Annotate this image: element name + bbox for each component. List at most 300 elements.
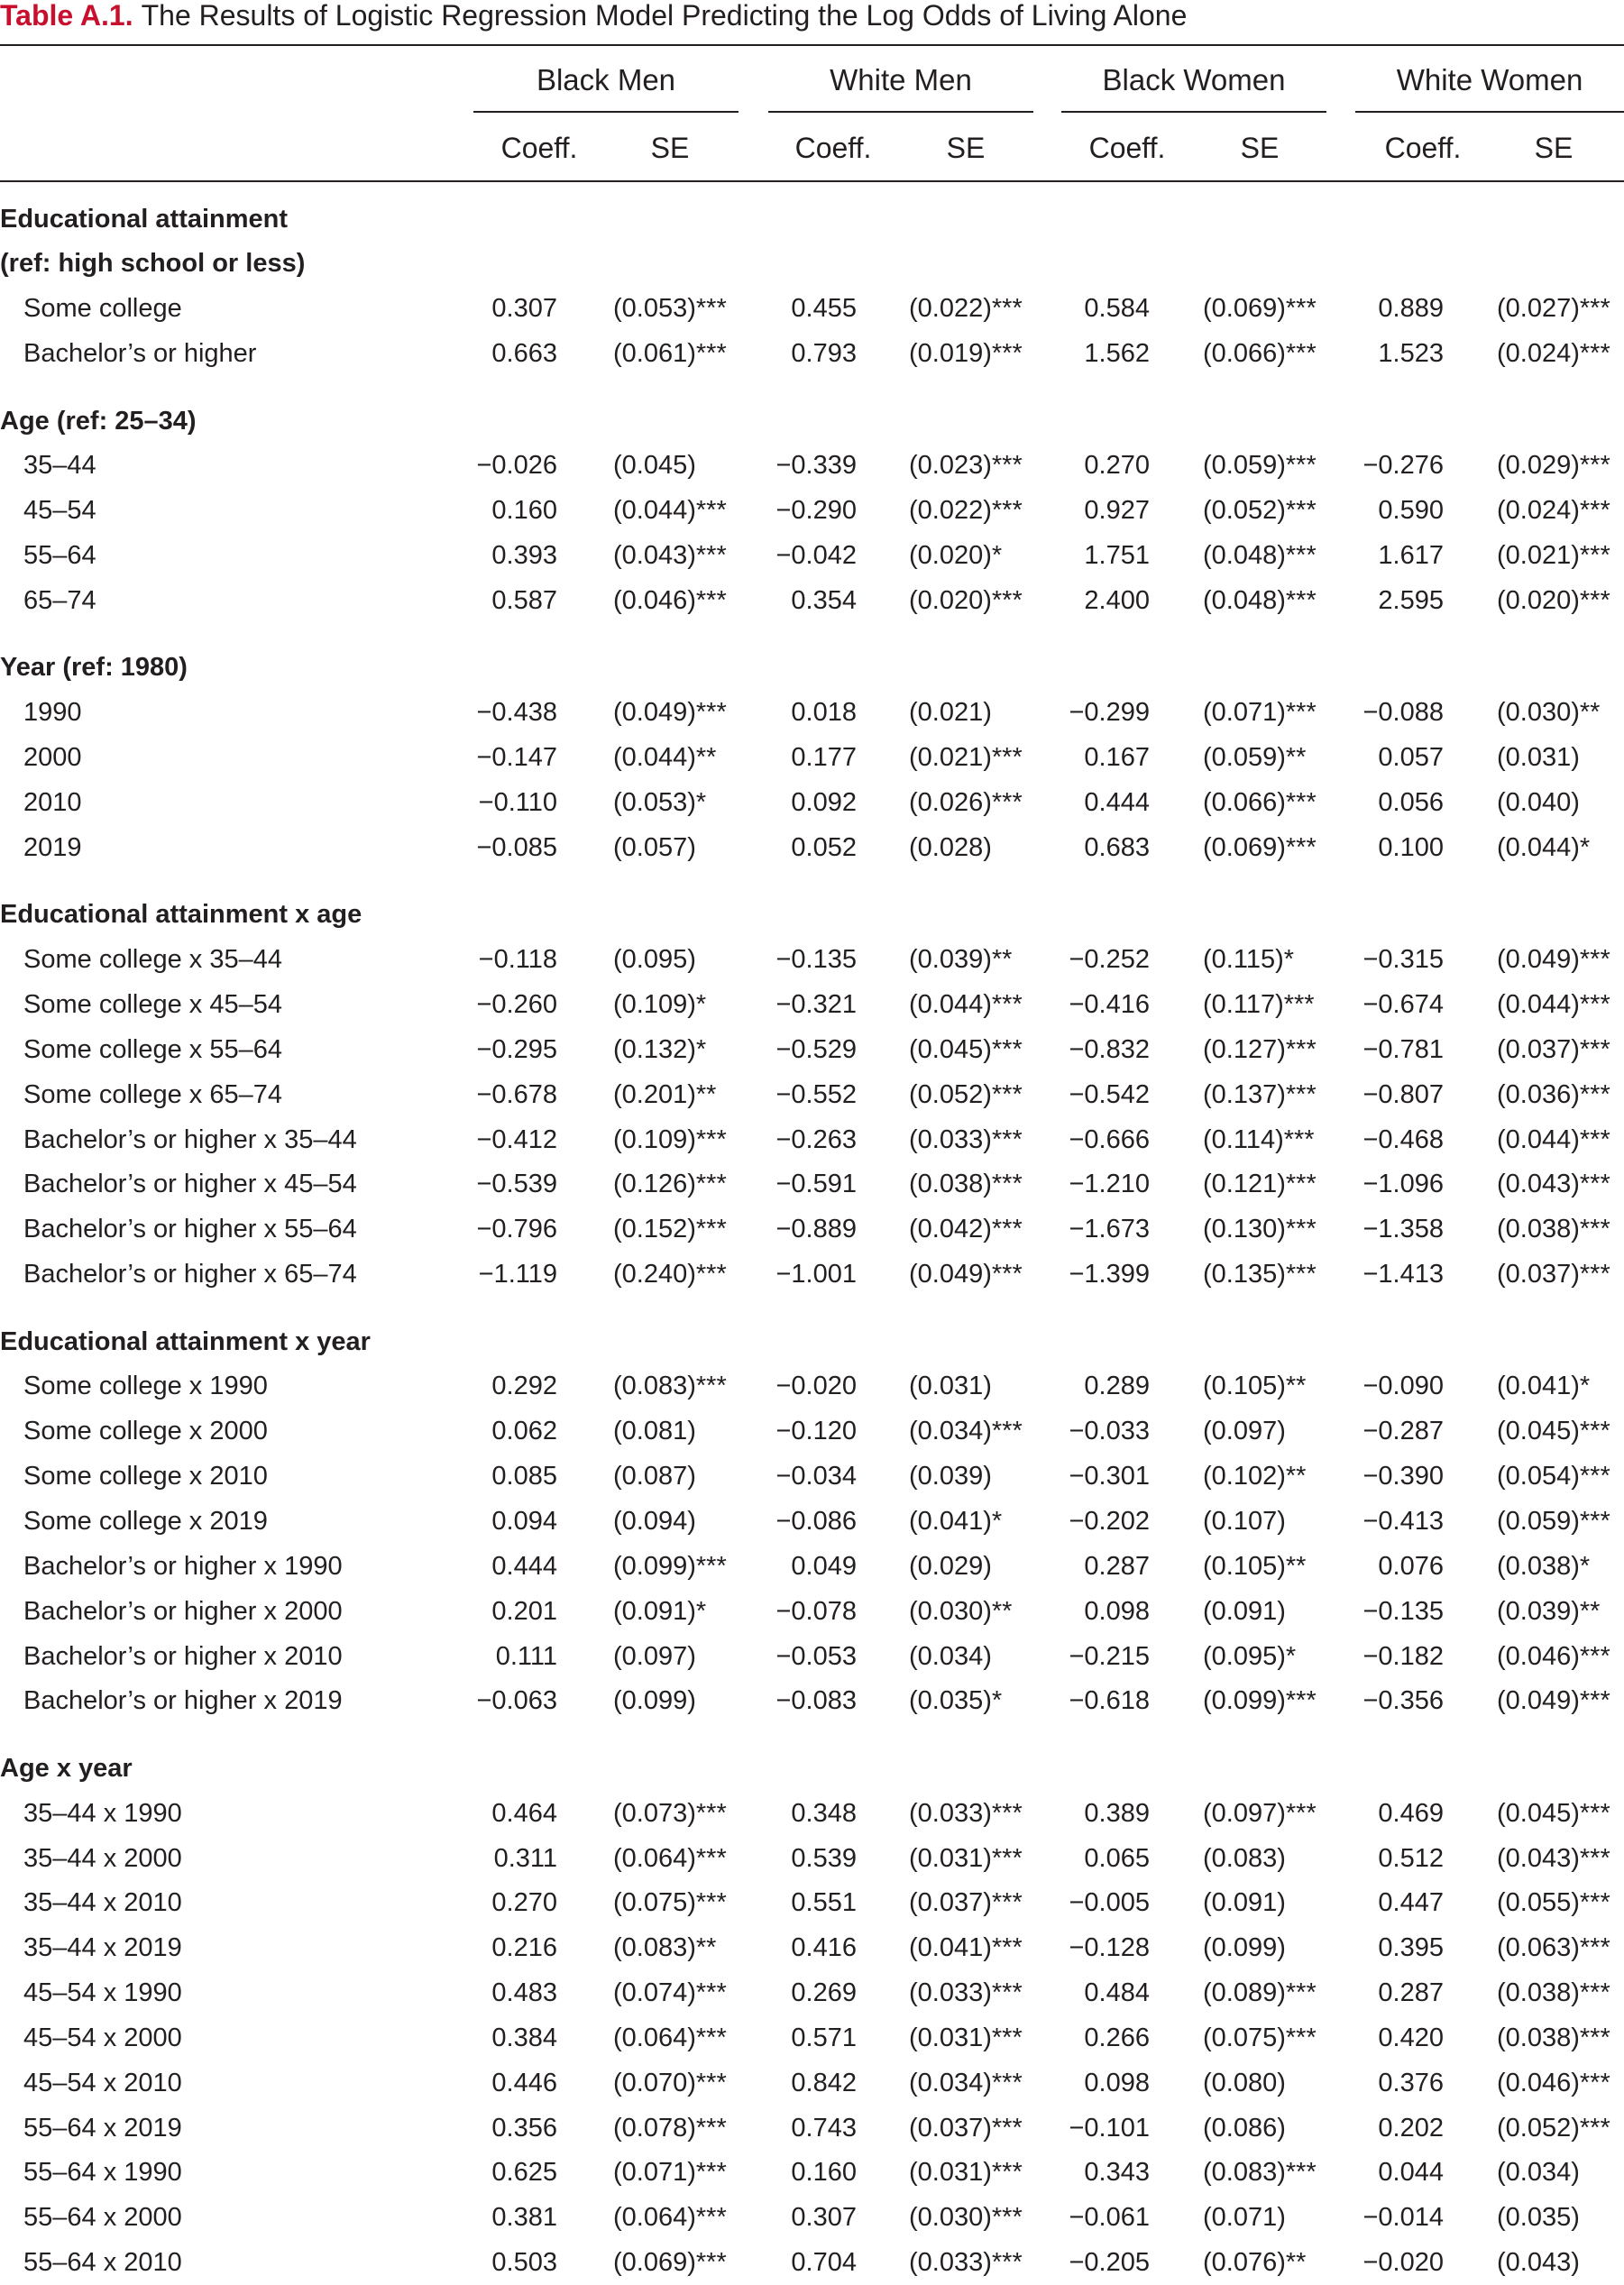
se-cell-black-women: (0.083) xyxy=(1203,1843,1286,1873)
coeff-cell-white-women: −1.096 xyxy=(1363,1170,1444,1199)
se-cell-black-women: (0.135)*** xyxy=(1203,1260,1317,1289)
se-cell-black-women: (0.052)*** xyxy=(1203,496,1317,526)
coeff-cell-black-women: 0.343 xyxy=(1084,2158,1150,2188)
coeff-cell-black-men: 0.111 xyxy=(495,1641,557,1671)
se-cell-white-women: (0.040) xyxy=(1497,787,1580,817)
se-cell-white-women: (0.024)*** xyxy=(1497,339,1610,369)
se-cell-black-men: (0.083)** xyxy=(613,1933,717,1963)
se-cell-black-women: (0.107) xyxy=(1203,1506,1286,1536)
coeff-cell-black-women: 0.270 xyxy=(1084,451,1150,481)
coeff-cell-white-women: −0.276 xyxy=(1363,451,1444,481)
coeff-cell-black-men: −0.796 xyxy=(476,1215,557,1244)
se-cell-white-women: (0.038)*** xyxy=(1497,2023,1610,2052)
coeff-cell-black-women: 0.484 xyxy=(1084,1978,1150,2008)
coeff-cell-black-women: −0.252 xyxy=(1069,945,1150,975)
se-cell-black-women: (0.066)*** xyxy=(1203,339,1317,369)
coeff-cell-white-men: −0.135 xyxy=(775,945,857,975)
se-cell-black-men: (0.074)*** xyxy=(613,1978,727,2008)
row-label: Bachelor’s or higher x 2000 xyxy=(23,1596,343,1626)
subheader-se: SE xyxy=(1240,132,1280,164)
se-cell-black-men: (0.071)*** xyxy=(613,2158,727,2188)
coeff-cell-white-men: −0.290 xyxy=(775,496,857,526)
se-cell-white-women: (0.045)*** xyxy=(1497,1417,1610,1446)
coeff-cell-black-women: 1.751 xyxy=(1084,541,1150,571)
row-label: 55–64 x 2000 xyxy=(23,2203,182,2233)
coeff-cell-black-women: 0.289 xyxy=(1084,1372,1150,1401)
se-cell-white-women: (0.049)*** xyxy=(1497,945,1610,975)
coeff-cell-black-men: 0.085 xyxy=(491,1462,557,1491)
se-cell-black-men: (0.064)*** xyxy=(613,2203,727,2233)
row-label: 2010 xyxy=(23,787,82,817)
table-label: Table A.1. xyxy=(0,0,133,32)
coeff-cell-white-women: 0.590 xyxy=(1378,496,1444,526)
se-cell-black-men: (0.201)** xyxy=(613,1079,717,1109)
row-label: Some college x 2019 xyxy=(23,1506,268,1536)
se-cell-black-women: (0.083)*** xyxy=(1203,2158,1317,2188)
se-cell-white-women: (0.037)*** xyxy=(1497,1260,1610,1289)
se-cell-black-men: (0.061)*** xyxy=(613,339,727,369)
coeff-cell-black-women: 0.098 xyxy=(1084,2068,1150,2097)
se-cell-white-women: (0.038)* xyxy=(1497,1551,1591,1581)
coeff-cell-black-women: −0.101 xyxy=(1069,2113,1150,2143)
coeff-cell-white-men: 0.092 xyxy=(791,787,857,817)
row-label: Bachelor’s or higher x 45–54 xyxy=(23,1170,357,1199)
se-cell-black-men: (0.075)*** xyxy=(613,1888,727,1918)
row-label: 1990 xyxy=(23,698,82,728)
table-title: The Results of Logistic Regression Model Predicting the Log Odds of Living Alone xyxy=(141,0,1188,32)
coeff-cell-white-women: 0.889 xyxy=(1378,294,1444,324)
row-label: Bachelor’s or higher x 2019 xyxy=(23,1686,343,1716)
coeff-cell-black-men: −1.119 xyxy=(478,1260,557,1289)
se-cell-white-men: (0.028) xyxy=(909,832,992,862)
coeff-cell-white-women: 0.447 xyxy=(1378,1888,1444,1918)
coeff-cell-white-women: −0.135 xyxy=(1363,1596,1444,1626)
row-label: Some college x 55–64 xyxy=(23,1034,282,1064)
coeff-cell-white-men: 0.269 xyxy=(791,1978,857,2008)
se-cell-black-women: (0.114)*** xyxy=(1203,1124,1315,1154)
se-cell-black-women: (0.048)*** xyxy=(1203,585,1317,615)
se-cell-white-women: (0.038)*** xyxy=(1497,1215,1610,1244)
se-cell-black-men: (0.083)*** xyxy=(613,1372,727,1401)
se-cell-white-men: (0.039) xyxy=(909,1462,992,1491)
coeff-cell-black-women: 0.927 xyxy=(1084,496,1150,526)
coeff-cell-white-women: −0.020 xyxy=(1363,2248,1444,2278)
se-cell-black-men: (0.091)* xyxy=(613,1596,707,1626)
se-cell-black-women: (0.071) xyxy=(1203,2203,1286,2233)
coeff-cell-black-women: 0.167 xyxy=(1084,743,1150,773)
se-cell-black-men: (0.043)*** xyxy=(613,541,727,571)
coeff-cell-black-men: 0.307 xyxy=(491,294,557,324)
coeff-cell-white-women: 0.376 xyxy=(1378,2068,1444,2097)
section-heading: Age x year xyxy=(0,1753,133,1783)
section-heading: (ref: high school or less) xyxy=(0,249,306,279)
se-cell-black-women: (0.099) xyxy=(1203,1933,1286,1963)
row-label: 65–74 xyxy=(23,585,96,615)
coeff-cell-white-women: −0.781 xyxy=(1363,1034,1444,1064)
coeff-cell-black-women: 1.562 xyxy=(1084,339,1150,369)
coeff-cell-white-men: 0.551 xyxy=(791,1888,857,1918)
se-cell-white-men: (0.030)** xyxy=(909,1596,1013,1626)
coeff-cell-white-men: 0.160 xyxy=(791,2158,857,2188)
coeff-cell-black-women: −0.128 xyxy=(1069,1933,1150,1963)
subheader-coeff: Coeff. xyxy=(500,132,578,164)
coeff-cell-black-men: 0.446 xyxy=(491,2068,557,2097)
row-label: Bachelor’s or higher x 35–44 xyxy=(23,1124,357,1154)
se-cell-white-men: (0.031)*** xyxy=(909,2023,1023,2052)
se-cell-white-men: (0.041)*** xyxy=(909,1933,1023,1963)
coeff-cell-black-women: −0.416 xyxy=(1069,990,1150,1020)
se-cell-black-women: (0.048)*** xyxy=(1203,541,1317,571)
se-cell-black-women: (0.086) xyxy=(1203,2113,1286,2143)
coeff-cell-black-men: −0.260 xyxy=(476,990,557,1020)
coeff-cell-black-men: −0.110 xyxy=(478,787,557,817)
coeff-cell-white-women: 0.076 xyxy=(1378,1551,1444,1581)
coeff-cell-white-women: −1.358 xyxy=(1363,1215,1444,1244)
subheader-se: SE xyxy=(650,132,690,164)
coeff-cell-white-men: 0.052 xyxy=(791,832,857,862)
coeff-cell-black-women: 0.098 xyxy=(1084,1596,1150,1626)
se-cell-black-women: (0.075)*** xyxy=(1203,2023,1317,2052)
coeff-cell-black-men: −0.539 xyxy=(476,1170,557,1199)
coeff-cell-black-women: −0.618 xyxy=(1069,1686,1150,1716)
se-cell-white-men: (0.031)*** xyxy=(909,1843,1023,1873)
se-cell-white-women: (0.049)*** xyxy=(1497,1686,1610,1716)
section-heading: Year (ref: 1980) xyxy=(0,653,188,683)
coeff-cell-white-women: −0.807 xyxy=(1363,1079,1444,1109)
coeff-cell-black-men: 0.356 xyxy=(491,2113,557,2143)
coeff-cell-white-men: 0.018 xyxy=(791,698,857,728)
se-cell-black-women: (0.105)** xyxy=(1203,1372,1307,1401)
coeff-cell-white-men: −0.529 xyxy=(775,1034,857,1064)
row-label: 2019 xyxy=(23,832,82,862)
se-cell-black-women: (0.117)*** xyxy=(1203,990,1315,1020)
se-cell-black-women: (0.095)* xyxy=(1203,1641,1297,1671)
se-cell-black-men: (0.095) xyxy=(613,945,696,975)
se-cell-white-men: (0.033)*** xyxy=(909,2248,1023,2278)
coeff-cell-white-women: −0.390 xyxy=(1363,1462,1444,1491)
row-label: 55–64 x 2019 xyxy=(23,2113,182,2143)
coeff-cell-black-men: 0.625 xyxy=(491,2158,557,2188)
se-cell-black-men: (0.053)* xyxy=(613,787,707,817)
coeff-cell-black-men: 0.216 xyxy=(491,1933,557,1963)
group-header-black-men: Black Men xyxy=(536,63,676,96)
se-cell-white-men: (0.045)*** xyxy=(909,1034,1023,1064)
section-heading: Educational attainment x age xyxy=(0,900,362,930)
row-label: 35–44 xyxy=(23,451,96,481)
coeff-cell-black-women: −0.215 xyxy=(1069,1641,1150,1671)
coeff-cell-black-men: 0.384 xyxy=(491,2023,557,2052)
se-cell-white-women: (0.031) xyxy=(1497,743,1580,773)
se-cell-white-men: (0.030)*** xyxy=(909,2203,1023,2233)
se-cell-white-men: (0.037)*** xyxy=(909,1888,1023,1918)
row-label: 55–64 x 1990 xyxy=(23,2158,182,2188)
se-cell-white-men: (0.021) xyxy=(909,698,992,728)
group-header-white-women: White Women xyxy=(1396,63,1583,96)
se-cell-black-men: (0.045) xyxy=(613,451,696,481)
coeff-cell-black-women: 0.584 xyxy=(1084,294,1150,324)
coeff-cell-black-men: −0.147 xyxy=(476,743,557,773)
se-cell-black-men: (0.064)*** xyxy=(613,2023,727,2052)
coeff-cell-white-women: −0.287 xyxy=(1363,1417,1444,1446)
coeff-cell-black-men: −0.678 xyxy=(476,1079,557,1109)
se-cell-white-men: (0.033)*** xyxy=(909,1978,1023,2008)
coeff-cell-black-men: −0.412 xyxy=(476,1124,557,1154)
row-label: Bachelor’s or higher x 1990 xyxy=(23,1551,343,1581)
se-cell-black-men: (0.087) xyxy=(613,1462,696,1491)
coeff-cell-black-men: 0.587 xyxy=(491,585,557,615)
coeff-cell-white-men: 0.539 xyxy=(791,1843,857,1873)
se-cell-white-women: (0.054)*** xyxy=(1497,1462,1610,1491)
se-cell-black-men: (0.044)*** xyxy=(613,496,727,526)
se-cell-black-men: (0.044)** xyxy=(613,743,717,773)
se-cell-white-men: (0.033)*** xyxy=(909,1124,1023,1154)
row-label: 55–64 x 2010 xyxy=(23,2248,182,2278)
coeff-cell-black-men: 0.094 xyxy=(491,1506,557,1536)
row-label: Bachelor’s or higher xyxy=(23,339,257,369)
coeff-cell-white-men: −0.263 xyxy=(775,1124,857,1154)
se-cell-black-women: (0.080) xyxy=(1203,2068,1286,2097)
se-cell-white-women: (0.027)*** xyxy=(1497,294,1610,324)
se-cell-white-men: (0.031)*** xyxy=(909,2158,1023,2188)
row-label: 45–54 x 1990 xyxy=(23,1978,182,2008)
se-cell-black-men: (0.069)*** xyxy=(613,2248,727,2278)
se-cell-black-women: (0.137)*** xyxy=(1203,1079,1317,1109)
coeff-cell-white-men: 0.177 xyxy=(791,743,857,773)
row-label: Some college xyxy=(23,294,182,324)
se-cell-black-men: (0.073)*** xyxy=(613,1798,727,1828)
se-cell-black-men: (0.097) xyxy=(613,1641,696,1671)
coeff-cell-black-men: 0.270 xyxy=(491,1888,557,1918)
se-cell-white-women: (0.043)*** xyxy=(1497,1170,1610,1199)
coeff-cell-black-men: 0.483 xyxy=(491,1978,557,2008)
coeff-cell-black-women: −0.666 xyxy=(1069,1124,1150,1154)
row-label: Some college x 1990 xyxy=(23,1372,268,1401)
row-label: 45–54 xyxy=(23,496,96,526)
se-cell-black-women: (0.066)*** xyxy=(1203,787,1317,817)
se-cell-white-women: (0.044)*** xyxy=(1497,1124,1610,1154)
coeff-cell-black-men: −0.295 xyxy=(476,1034,557,1064)
coeff-cell-black-men: 0.062 xyxy=(491,1417,557,1446)
se-cell-black-women: (0.059)** xyxy=(1203,743,1307,773)
se-cell-white-women: (0.046)*** xyxy=(1497,2068,1610,2097)
coeff-cell-white-women: −0.182 xyxy=(1363,1641,1444,1671)
coeff-cell-white-women: 0.056 xyxy=(1378,787,1444,817)
coeff-cell-white-women: −0.014 xyxy=(1363,2203,1444,2233)
se-cell-black-men: (0.132)* xyxy=(613,1034,707,1064)
row-label: Some college x 35–44 xyxy=(23,945,282,975)
se-cell-black-women: (0.071)*** xyxy=(1203,698,1317,728)
se-cell-black-men: (0.057) xyxy=(613,832,696,862)
coeff-cell-white-women: 0.512 xyxy=(1378,1843,1444,1873)
coeff-cell-white-women: 0.202 xyxy=(1378,2113,1444,2143)
se-cell-black-women: (0.102)** xyxy=(1203,1462,1307,1491)
coeff-cell-white-men: −0.591 xyxy=(775,1170,857,1199)
se-cell-black-men: (0.049)*** xyxy=(613,698,727,728)
coeff-cell-black-women: −0.832 xyxy=(1069,1034,1150,1064)
row-label: 35–44 x 2010 xyxy=(23,1888,182,1918)
se-cell-white-women: (0.045)*** xyxy=(1497,1798,1610,1828)
coeff-cell-white-men: −0.086 xyxy=(775,1506,857,1536)
se-cell-white-men: (0.023)*** xyxy=(909,451,1023,481)
se-cell-black-men: (0.081) xyxy=(613,1417,696,1446)
se-cell-white-men: (0.026)*** xyxy=(909,787,1023,817)
coeff-cell-black-women: −0.205 xyxy=(1069,2248,1150,2278)
coeff-cell-white-men: −0.339 xyxy=(775,451,857,481)
se-cell-white-women: (0.043) xyxy=(1497,2248,1580,2278)
group-header-black-women: Black Women xyxy=(1102,63,1286,96)
coeff-cell-white-men: 0.307 xyxy=(791,2203,857,2233)
coeff-cell-black-women: −0.061 xyxy=(1069,2203,1150,2233)
se-cell-black-women: (0.097) xyxy=(1203,1417,1286,1446)
coeff-cell-white-women: 1.617 xyxy=(1378,541,1444,571)
coeff-cell-black-men: 0.311 xyxy=(493,1843,557,1873)
coeff-cell-white-men: 0.348 xyxy=(791,1798,857,1828)
coeff-cell-white-women: 0.469 xyxy=(1378,1798,1444,1828)
coeff-cell-black-women: −0.542 xyxy=(1069,1079,1150,1109)
coeff-cell-white-women: 1.523 xyxy=(1378,339,1444,369)
se-cell-black-women: (0.069)*** xyxy=(1203,832,1317,862)
coeff-cell-white-men: 0.842 xyxy=(791,2068,857,2097)
se-cell-white-women: (0.043)*** xyxy=(1497,1843,1610,1873)
se-cell-black-men: (0.046)*** xyxy=(613,585,727,615)
se-cell-black-men: (0.109)*** xyxy=(613,1124,727,1154)
se-cell-white-men: (0.029) xyxy=(909,1551,992,1581)
se-cell-black-women: (0.130)*** xyxy=(1203,1215,1317,1244)
row-label: 35–44 x 2019 xyxy=(23,1933,182,1963)
se-cell-black-men: (0.099)*** xyxy=(613,1551,727,1581)
row-label: 45–54 x 2000 xyxy=(23,2023,182,2052)
row-label: Some college x 65–74 xyxy=(23,1079,282,1109)
coeff-cell-black-women: −0.033 xyxy=(1069,1417,1150,1446)
se-cell-black-women: (0.091) xyxy=(1203,1888,1286,1918)
se-cell-black-women: (0.099)*** xyxy=(1203,1686,1317,1716)
se-cell-white-men: (0.022)*** xyxy=(909,294,1023,324)
coeff-cell-white-men: −0.020 xyxy=(775,1372,857,1401)
se-cell-black-men: (0.126)*** xyxy=(613,1170,727,1199)
se-cell-black-women: (0.097)*** xyxy=(1203,1798,1317,1828)
se-cell-white-men: (0.039)** xyxy=(909,945,1013,975)
coeff-cell-white-women: −0.674 xyxy=(1363,990,1444,1020)
subheader-coeff: Coeff. xyxy=(1088,132,1166,164)
coeff-cell-black-men: 0.393 xyxy=(491,541,557,571)
se-cell-black-women: (0.069)*** xyxy=(1203,294,1317,324)
coeff-cell-black-women: 2.400 xyxy=(1084,585,1150,615)
coeff-cell-black-men: 0.160 xyxy=(491,496,557,526)
subheader-coeff: Coeff. xyxy=(794,132,872,164)
se-cell-black-women: (0.121)*** xyxy=(1203,1170,1317,1199)
se-cell-black-women: (0.089)*** xyxy=(1203,1978,1317,2008)
coeff-cell-black-men: 0.464 xyxy=(491,1798,557,1828)
coeff-cell-white-women: 0.100 xyxy=(1378,832,1444,862)
coeff-cell-black-men: 0.292 xyxy=(491,1372,557,1401)
se-cell-white-men: (0.033)*** xyxy=(909,1798,1023,1828)
coeff-cell-black-women: 0.266 xyxy=(1084,2023,1150,2052)
coeff-cell-black-men: −0.085 xyxy=(476,832,557,862)
row-label: 2000 xyxy=(23,743,82,773)
coeff-cell-white-women: 2.595 xyxy=(1378,585,1444,615)
coeff-cell-black-women: −1.210 xyxy=(1069,1170,1150,1199)
se-cell-white-women: (0.030)** xyxy=(1497,698,1601,728)
se-cell-white-women: (0.036)*** xyxy=(1497,1079,1610,1109)
se-cell-white-men: (0.019)*** xyxy=(909,339,1023,369)
se-cell-white-men: (0.035)* xyxy=(909,1686,1003,1716)
row-label: Bachelor’s or higher x 55–64 xyxy=(23,1215,357,1244)
coeff-cell-white-women: 0.395 xyxy=(1378,1933,1444,1963)
coeff-cell-black-men: 0.381 xyxy=(491,2203,557,2233)
se-cell-white-men: (0.042)*** xyxy=(909,1215,1023,1244)
row-label: 45–54 x 2010 xyxy=(23,2068,182,2097)
coeff-cell-white-men: 0.416 xyxy=(791,1933,857,1963)
coeff-cell-white-men: 0.571 xyxy=(791,2023,857,2052)
se-cell-black-women: (0.115)* xyxy=(1203,945,1295,975)
coeff-cell-white-men: −0.042 xyxy=(775,541,857,571)
coeff-cell-black-men: −0.118 xyxy=(478,945,557,975)
se-cell-black-women: (0.127)*** xyxy=(1203,1034,1317,1064)
se-cell-white-women: (0.055)*** xyxy=(1497,1888,1610,1918)
se-cell-white-women: (0.059)*** xyxy=(1497,1506,1610,1536)
se-cell-white-women: (0.029)*** xyxy=(1497,451,1610,481)
se-cell-white-women: (0.044)*** xyxy=(1497,990,1610,1020)
se-cell-white-women: (0.034) xyxy=(1497,2158,1580,2188)
coeff-cell-white-men: −1.001 xyxy=(775,1260,857,1289)
se-cell-black-men: (0.094) xyxy=(613,1506,696,1536)
se-cell-white-men: (0.052)*** xyxy=(909,1079,1023,1109)
se-cell-black-men: (0.078)*** xyxy=(613,2113,727,2143)
subheader-se: SE xyxy=(1534,132,1574,164)
coeff-cell-white-men: −0.078 xyxy=(775,1596,857,1626)
row-label: Some college x 45–54 xyxy=(23,990,282,1020)
section-heading: Educational attainment x year xyxy=(0,1326,371,1356)
se-cell-black-men: (0.064)*** xyxy=(613,1843,727,1873)
coeff-cell-black-women: −0.299 xyxy=(1069,698,1150,728)
row-label: Some college x 2010 xyxy=(23,1462,268,1491)
se-cell-white-men: (0.044)*** xyxy=(909,990,1023,1020)
coeff-cell-black-men: −0.438 xyxy=(476,698,557,728)
coeff-cell-white-women: −0.088 xyxy=(1363,698,1444,728)
se-cell-white-men: (0.020)*** xyxy=(909,585,1023,615)
coeff-cell-white-men: −0.120 xyxy=(775,1417,857,1446)
se-cell-black-men: (0.053)*** xyxy=(613,294,727,324)
coeff-cell-black-women: 0.287 xyxy=(1084,1551,1150,1581)
se-cell-white-men: (0.034)*** xyxy=(909,2068,1023,2097)
se-cell-white-women: (0.041)* xyxy=(1497,1372,1591,1401)
coeff-cell-white-men: 0.455 xyxy=(791,294,857,324)
se-cell-black-women: (0.059)*** xyxy=(1203,451,1317,481)
subheader-coeff: Coeff. xyxy=(1384,132,1462,164)
se-cell-white-women: (0.044)* xyxy=(1497,832,1591,862)
se-cell-white-women: (0.046)*** xyxy=(1497,1641,1610,1671)
se-cell-white-women: (0.035) xyxy=(1497,2203,1580,2233)
se-cell-black-men: (0.240)*** xyxy=(613,1260,727,1289)
coeff-cell-white-men: −0.889 xyxy=(775,1215,857,1244)
coeff-cell-black-women: −1.673 xyxy=(1069,1215,1150,1244)
section-heading: Age (ref: 25–34) xyxy=(0,406,197,436)
row-label: Bachelor’s or higher x 2010 xyxy=(23,1641,343,1671)
coeff-cell-white-women: −1.413 xyxy=(1363,1260,1444,1289)
se-cell-white-women: (0.063)*** xyxy=(1497,1933,1610,1963)
row-label: 35–44 x 2000 xyxy=(23,1843,182,1873)
coeff-cell-black-women: −1.399 xyxy=(1069,1260,1150,1289)
coeff-cell-white-men: 0.743 xyxy=(791,2113,857,2143)
coeff-cell-white-men: −0.053 xyxy=(775,1641,857,1671)
se-cell-white-women: (0.024)*** xyxy=(1497,496,1610,526)
coeff-cell-white-women: −0.315 xyxy=(1363,945,1444,975)
coeff-cell-black-women: 0.444 xyxy=(1084,787,1150,817)
se-cell-black-women: (0.091) xyxy=(1203,1596,1286,1626)
coeff-cell-black-women: 0.389 xyxy=(1084,1798,1150,1828)
coeff-cell-white-women: −0.468 xyxy=(1363,1124,1444,1154)
coeff-cell-white-women: −0.356 xyxy=(1363,1686,1444,1716)
